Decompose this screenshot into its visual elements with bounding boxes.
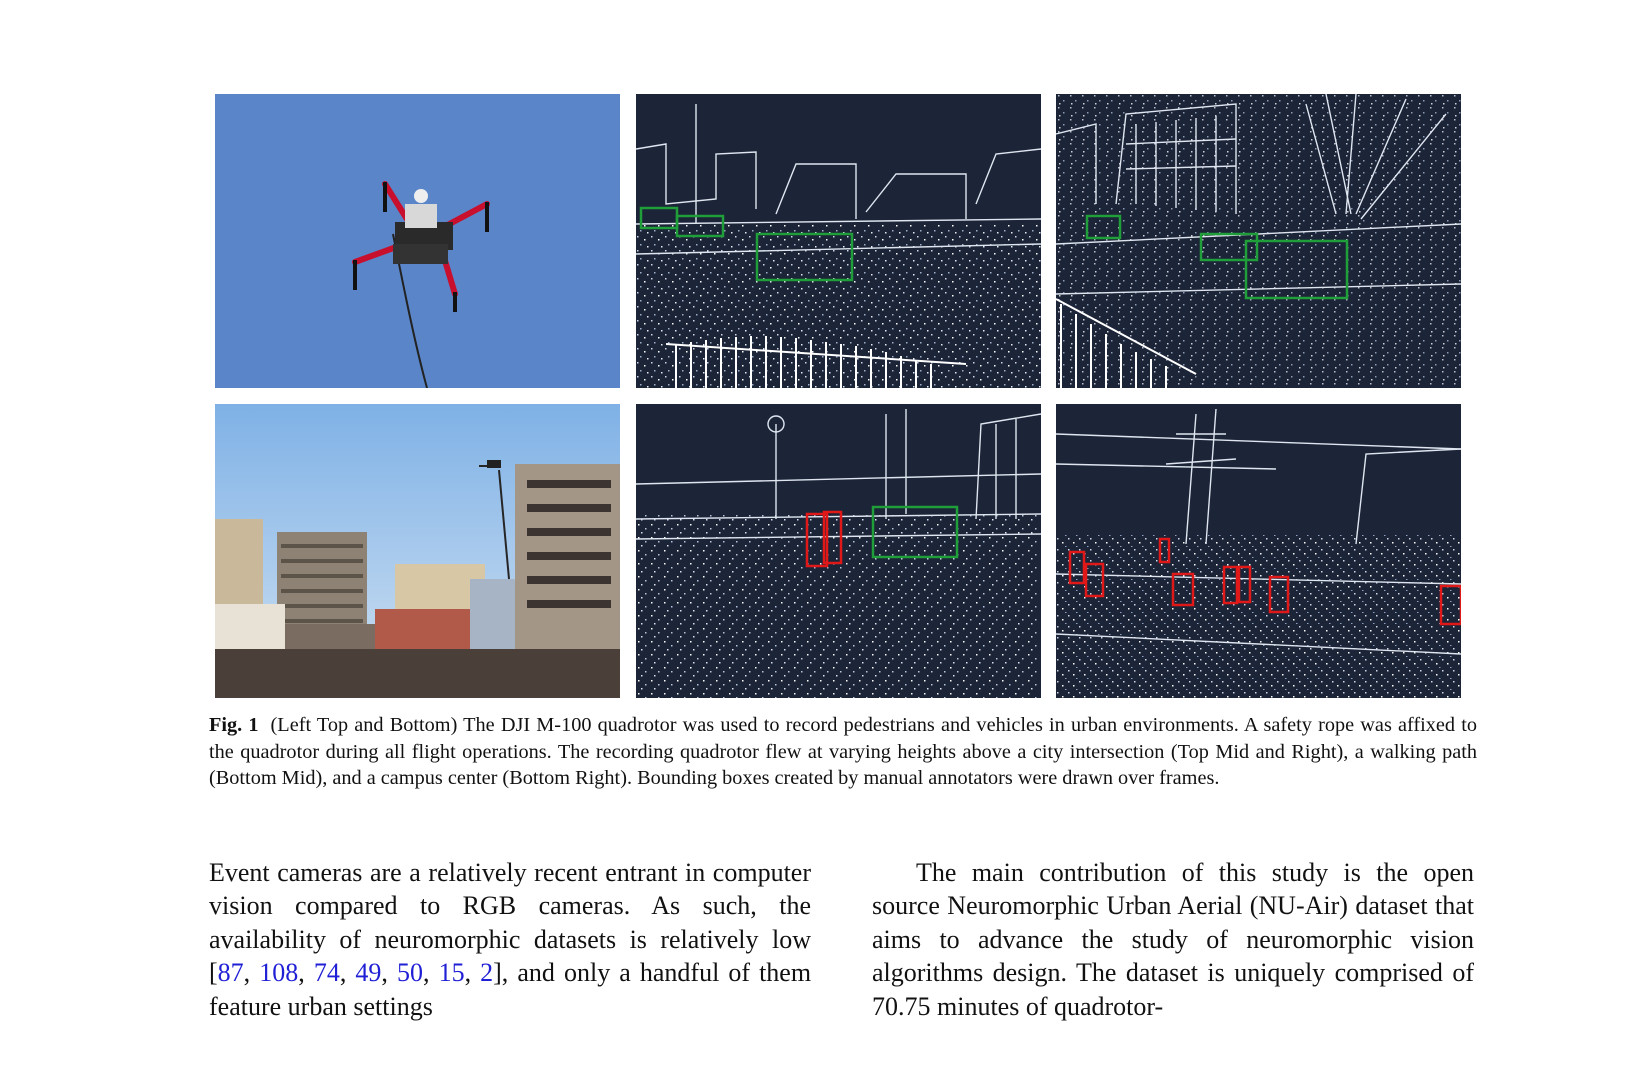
left-paragraph-end: ], and only a handful of them feature urban settings <box>209 958 811 1021</box>
event-frame-walking-path <box>636 404 1041 698</box>
citation-link[interactable]: 49 <box>355 958 382 988</box>
event-frame-intersection-right <box>1056 94 1461 388</box>
citation-link[interactable]: 50 <box>396 958 423 988</box>
citation-link[interactable]: 87 <box>217 958 244 988</box>
photo-quadrotor-sky <box>215 94 620 388</box>
photo-quadrotor-city <box>215 404 620 698</box>
figure-label: Fig. 1 <box>209 714 259 736</box>
body-text-left-column: Event cameras are a relatively recent entrant in computer vision compared to RGB cameras. As such, the availability of neuromorphic datasets is relatively low [87, 108, 74, 49, 50, 15, 2], and only a handful of them feature urban settings <box>209 858 811 1021</box>
citation-link[interactable]: 108 <box>259 958 299 988</box>
right-paragraph: The main contribution of this study is the open source Neuromorphic Urban Aerial (NU-Air) dataset that aims to advance the study of neuromorphic vision algorithms design. The dataset is uniquely comprised of 70.75 minutes of quadrotor- <box>872 858 1474 1021</box>
citation-link[interactable]: 2 <box>480 958 494 988</box>
figure-caption-text: (Left Top and Bottom) The DJI M-100 quadrotor was used to record pedestrians and vehicles in urban environments. A safety rope was affixed to the quadrotor during all flight operations. The recording quadrotor flew at varying heights above a city intersection (Top Mid and Right), a walking path (Bottom Mid), and a campus center (Bottom Right). Bounding boxes created by manual annotators were drawn over frames. <box>209 714 1477 789</box>
left-paragraph-start: Event cameras are a relatively recent entrant in computer vision compared to RGB cameras. As such, the availability of neuromorphic datasets is relatively low [ <box>209 858 811 988</box>
body-text-right-column <box>872 856 1474 1034</box>
event-frame-intersection <box>636 94 1041 388</box>
citation-link[interactable]: 74 <box>313 958 340 988</box>
event-frame-campus-center <box>1056 404 1461 698</box>
figure-caption <box>209 712 1477 792</box>
citation-link[interactable]: 15 <box>438 958 465 988</box>
